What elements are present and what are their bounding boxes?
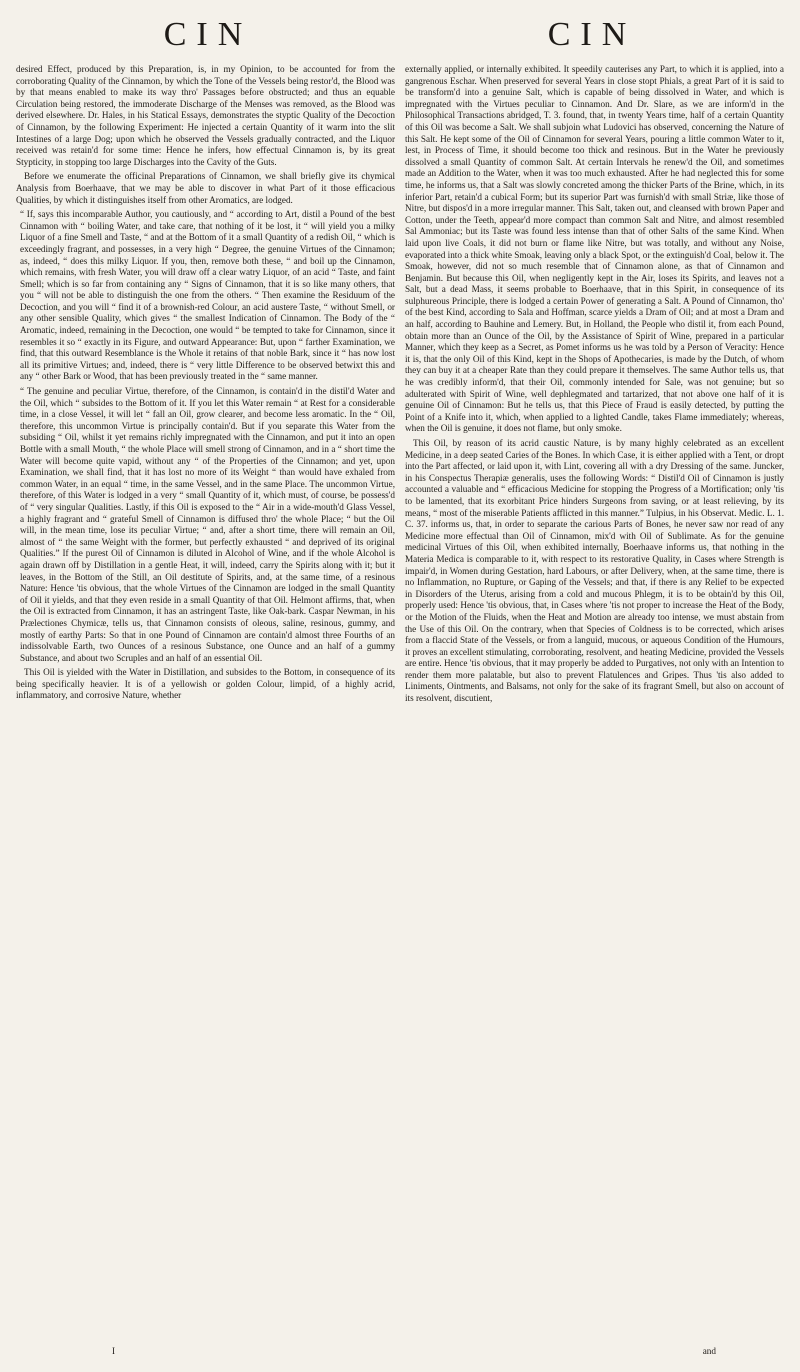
left-column	[16, 64, 395, 1354]
running-head-left: CIN	[163, 16, 253, 53]
paragraph: desired Effect, produced by this Preparation, is, in my Opinion, to be accounted for from the corroborating Quality of the Cinnamon, by which the Tone of the Vessels being restor'd, the Blood was by that means enabled to make its way thro' Passages before obstructed; and thus an equable Circulation being restored, the immoderate Discharge of the Menses was removed, as the Blood was derived elsewhere. Dr. Hales, in his Statical Essays, demonstrates the styptic Quality of the Decoction of Cinnamon, by the following Experiment: He injected a certain Quantity of it warm into the slit Intestines of a large Dog; upon which he observed the Vessels gradually contracted, and the Liquor received was retain'd for some time: Hence he infers, how effectual Cinnamon is, by its great Stypticity, in stopping too large Discharges into the Cavity of the Guts.	[16, 64, 395, 167]
paragraph: “ The genuine and peculiar Virtue, therefore, of the Cinnamon, is contain'd in the distil'd Water and the Oil, which “ subsides to the Bottom of it. If you let this Water remain “ at Rest for a considerable time, in a close Vessel, it will let “ fall an Oil, grow clearer, and become less aromatic. In the “ Oil, therefore, this uncommon Virtue is principally contain'd. But if you separate this Water from the subsiding “ Oil, whilst it yet remains richly impregnated with the Cinnamon, and put it into an open Bottle with a small Mouth, “ the whole Place will smell strong of Cinnamon, and in a “ short time the Water will become quite vapid, without any “ of the Properties of the Cinnamon; and yet, upon Examination, we shall find, that it has lost no more of its Weight “ than would have exhaled from common Water, in an equal “ time, in the same Vessel, and in the same Place. The uncommon Virtue, therefore, of this Water is lodged in a very “ small Quantity of it, which must, of course, be possess'd of “ very singular Qualities. Lastly, if this Oil is exposed to the “ Air in a wide-mouth'd Glass Vessel, a highly fragrant and “ grateful Smell of Cinnamon is diffused thro' the whole Place; “ but the Oil will, in the mean time, lose its peculiar Virtue; “ and, after a short time, there will remain an Oil, almost of “ the same Weight with the former, but perfectly exhausted “ and deprived of its original Qualities.” If the purest Oil of Cinnamon is diluted in Alcohol of Wine, and if the whole Alcohol is again drawn off by Distillation in a gentle Heat, it will, indeed, carry the Spirits along with it; but it leaves, in the Bottom of the Still, an Oil destitute of Spirits, and, at the same time, of a resinous Nature: Hence 'tis obvious, that the whole Virtues of the Cinnamon are lodged in the small Quantity of Oil it yields, and that they even reside in a small Quantity of that Oil. Helmont affirms, that, when the Oil is extracted from Cinnamon, it has an astringent Taste, like Oak-bark. Caspar Newman, in his Prælectiones Chymicæ, tells us, that Cinnamon consists of oleous, saline, resinous, gummy, and mostly of earthy Parts: So that in one Pound of Cinnamon are contain'd almost three Fourths of an indissolvable Earth, two Ounces of a resinous Substance, one Ounce and an half of a gummy Substance, and about two Scruples and an half of an essential Oil.	[20, 386, 395, 663]
paragraph: Before we enumerate the officinal Preparations of Cinnamon, we shall briefly give its chymical Analysis from Boerhaave, that we may be able to discover in what Part of it those efficacious Qualities, by which it distinguishes itself from other Aromatics, are lodged.	[16, 171, 395, 205]
signature-mark: I	[112, 1346, 116, 1356]
catchword: and	[702, 1346, 716, 1356]
paragraph: This Oil is yielded with the Water in Distillation, and subsides to the Bottom, in consequence of its being specifically heavier. It is of a yellowish or golden Colour, limpid, of a highly acrid, inflammatory, and corrosive Nature, whether	[16, 667, 395, 701]
page-footer	[16, 1344, 784, 1364]
paragraph: This Oil, by reason of its acrid caustic Nature, is by many highly celebrated as an excellent Medicine, in a deep seated Caries of the Bones. In which Case, it is either applied with a Tent, or dropt into the Part affected, or laid upon it, with Lint, covering all with a dry Dressing of the same. Juncker, in his Conspectus Therapiæ generalis, uses the following Words: “ Distil'd Oil of Cinnamon is justly accounted a valuable and “ efficacious Medicine for stopping the Progress of a Mortification; only 'tis to be lamented, that its exorbitant Price hinders Surgeons from saving, or at least relieving, by its means, “ most of the miserable Patients afflicted in this manner.” Tulpius, in his Observat. Medic. L. 1. C. 37. informs us, that, in order to separate the carious Parts of Bones, he never saw nor read of any Medicine more effectual than Oil of Cinnamon, mix'd with Oil of Sublimate. As for the genuine medicinal Virtues of this Oil, when exhibited internally, Boerhaave informs us, that nothing in the Materia Medica is comparable to it, with respect to its restorative Quality, in Cases where Strength is impair'd, in Women during Gestation, hard Labours, or after Delivery, when, at the same time, there is no Inflammation, no Rupture, or Gaping of the Vessels; and that, if there is any Relief to be expected in Disorders of the Uterus, arising from a cold and mucous Phlegm, it is to be obtain'd by this Oil, properly used: Hence 'tis obvious, that, in Cases where 'tis not proper to increase the Heat of the Body, or the Motion of the Fluids, when the Heat and Motion are already too intense, we must abstain from the Use of this Oil. On the contrary, when that Species of Coldness is to be corrected, which arises from a flaccid State of the Vessels, or from a languid, mucous, or aqueous Condition of the Humours, it proves an excellent stimulating, corroborating, resolvent, and heating Medicine, provided the Vessels are entire. Hence 'tis obvious, that it may properly be added to Purgatives, not only with an Intention to render them more palatable, but also to prevent Flatulences and Gripes. Thus 'tis also added to Liniments, Ointments, and Balsams, not only for the sake of its fragrant Smell, but also on account of its resolvent, discutient,	[405, 438, 784, 704]
right-column	[405, 64, 784, 1354]
text-columns	[16, 64, 784, 1354]
running-head-right: CIN	[547, 16, 637, 53]
paragraph: “ If, says this incomparable Author, you cautiously, and “ according to Art, distil a Pound of the best Cinnamon with “ boiling Water, and take care, that nothing of it be lost, it “ will yield you a milky Liquor of a fine Smell and Taste, “ and at the Bottom of it a small Quantity of a redish Oil, “ which is exceedingly fragrant, and possesses, in a very high “ Degree, the genuine Virtues of the Cinnamon; as, indeed, “ does this milky Liquor. If you, then, remove both these, “ and boil up the Cinnamon, which remains, with fresh Water, you will draw off a clear watry Liquor, of an acid “ Taste, and faint Smell; which is so far from containing any “ Signs of Cinnamon, that it is so like many others, that you “ will not be able to distinguish the one from the others. “ Then examine the Residuum of the Decoction, and you will “ find it of a brownish-red Colour, an acid austere Taste, “ without Smell, or any other sensible Quality, which gives “ the smallest Indication of Cinnamon. The Body of the “ Aromatic, indeed, remaining in the Decoction, one would “ be tempted to take for Cinnamon, since it resembles it so “ exactly in its Figure, and outward Appearance: But, upon “ farther Examination, we find, that this outward Resemblance is the Whole it retains of that noble Bark, since it “ has now lost all its primitive Virtues; and, indeed, there is “ very little Difference to be observed betwixt this and any “ other Bark or Wood, that has been previously treated in the “ same manner.	[20, 209, 395, 382]
paragraph: externally applied, or internally exhibited. It speedily cauterises any Part, to which it is applied, into a gangrenous Eschar. When preserved for several Years in close stopt Phials, a great Part of it is said to be transform'd into a genuine Salt, which is capable of being dissolved in Water, and which is impregnated with the Virtues peculiar to Cinnamon. And Dr. Slare, as we are inform'd in the Philosophical Transactions abridged, T. 3. found, that, in twenty Years time, half of a certain Quantity of this Oil was become a Salt. We shall subjoin what Ludovici has observed, concerning the Nature of this Salt. He kept some of the Oil of Cinnamon for several Years, pouring a little common Water to it, lest, in Process of Time, it should become too thick and resinous. But in the Water he previously dissolved a small Quantity of common Salt. At certain Intervals he renew'd the Oil, and sometimes made an Addition to the Water, when it was too much exhausted. After he had neglected this for some time, he informs us, that a Salt was slowly concreted among the thicker Parts of the Brine, which, in its inferior Part, retain'd a cubical Form; but its superior Part was furnish'd with small Striæ, like those of Nitre, but dispos'd in a more irregular manner. This Salt, taken out, and cleansed with brown Paper and Cotton, under the Teeth, appear'd more compact than common Salt and Nitre, and almost resembled Sal Ammoniac; but its Taste was found less intense than that of other Salts of the same Kind. When laid upon live Coals, it did not burn or flame like Nitre, but was totally, and without any Noise, evaporated into a thick white Smoak, leaving only a black Spot, or the extinguish'd Coal, below it. The Smoak, however, did not so much resemble that of Cinnamon alone, as that of Cinnamon and Benjamin. But because this Oil, when negligently kept in the Air, loses its Spirits, and leaves not a Salt, but a dead Mass, it seems probable to Boerhaave, that in this Spirit, in consequence of its sulphureous Principle, there is lodged a certain Power of generating a Salt. A Pound of Cinnamon, tho' of the best Kind, according to Sala and Hoffman, scarce yields a Dram of Oil; and at most a Dram and an half, according to Bauhine and Lemery. But, in Holland, the People who distil it, from each Pound, obtain more than an Ounce of the Oil, by the Assistance of Spirit of Wine, prepared in a particular Manner, which they keep as a Secret, as Pomet informs us he was told by a Person of Veracity: Hence it is, that the only Oil of this Kind, kept in the Shops of Apothecaries, is made by the Dutch, of whom they can buy it at a cheaper Rate than they could prepare it themselves. The same Author tells us, that he was credibly inform'd, that their Oil, commonly intended for Sale, was not genuine; but so adulterated with Spirit of Wine, well dephlegmated and tartarized, that not above one half of it is genuine Oil of Cinnamon: But he tells us, that this Piece of Fraud is easily detected, by putting the Point of a Knife into it, which, when applied to a lighted Candle, takes Flame immediately; whereas, when the Oil is genuine, it does not flame, but only smoke.	[405, 64, 784, 434]
running-head	[16, 18, 784, 64]
